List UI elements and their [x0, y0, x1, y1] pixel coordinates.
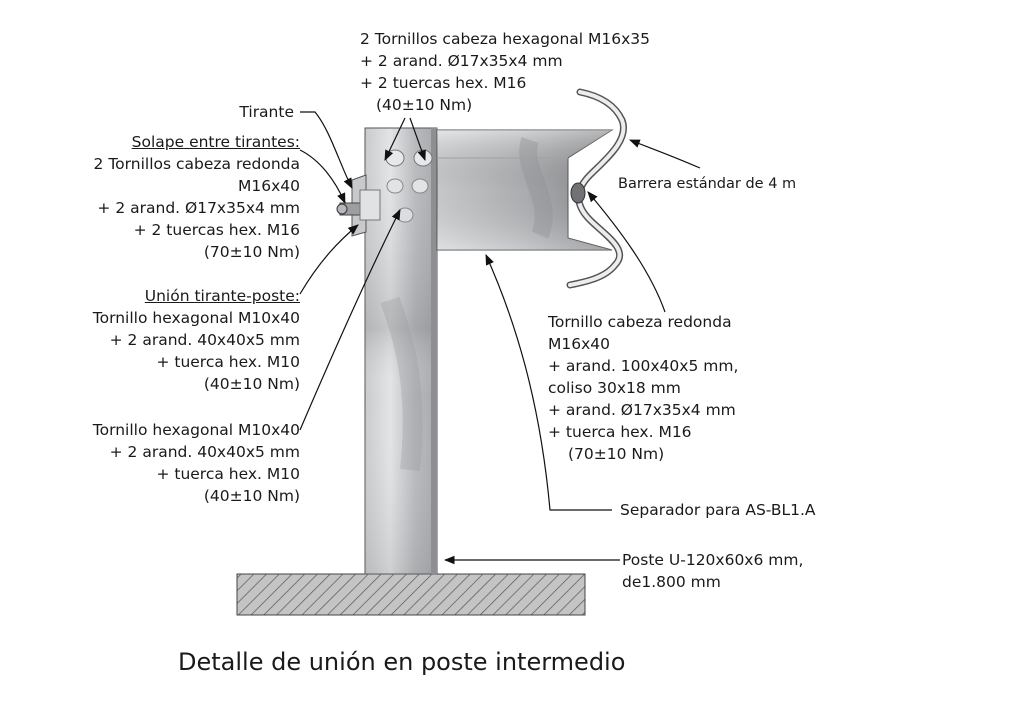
round-bolt-line: + tuerca hex. M16 [548, 423, 692, 441]
separador-label [620, 499, 815, 521]
round-bolt-label [548, 311, 738, 465]
leader-tirante [300, 112, 352, 188]
round-bolt-head [571, 183, 585, 203]
union-line: + 2 arand. 40x40x5 mm [109, 331, 300, 349]
ground-hatch [237, 574, 585, 615]
leader-union [300, 225, 358, 294]
poste-line: de1.800 mm [622, 573, 721, 591]
round-bolt-line: coliso 30x18 mm [548, 379, 681, 397]
solape-line: (70±10 Nm) [203, 243, 300, 261]
union-line: Tornillo hexagonal M10x40 [92, 309, 300, 327]
round-bolt-line: + arand. Ø17x35x4 mm [548, 401, 736, 419]
top-bolts-line: (40±10 Nm) [376, 96, 473, 114]
lower-bolt-line: + 2 arand. 40x40x5 mm [109, 443, 300, 461]
caption: Detalle de unión en poste intermedio [178, 648, 626, 676]
poste-line: Poste U-120x60x6 mm, [622, 551, 804, 569]
union-heading: Unión tirante-poste: [144, 287, 300, 305]
tirante-label [239, 101, 294, 123]
solape-label [94, 131, 300, 263]
round-bolt-line: M16x40 [548, 335, 610, 353]
union-line: (40±10 Nm) [203, 375, 300, 393]
leader-round-bolt [588, 192, 665, 312]
top-bolts-line: + 2 arand. Ø17x35x4 mm [360, 52, 563, 70]
top-bolts-line: 2 Tornillos cabeza hexagonal M16x35 [360, 30, 651, 48]
top-bolts-line: + 2 tuercas hex. M16 [360, 74, 527, 92]
round-bolt-line: Tornillo cabeza redonda [548, 313, 732, 331]
top-bolts-label [360, 28, 650, 116]
lower-bolt-label [93, 419, 300, 507]
solape-line: + 2 tuercas hex. M16 [133, 221, 300, 239]
solape-line: 2 Tornillos cabeza redonda [93, 155, 300, 173]
barrera-label [618, 172, 796, 195]
separador-text: Separador para AS-BL1.A [620, 501, 816, 519]
round-bolt-line: (70±10 Nm) [568, 445, 665, 463]
tirante-text: Tirante [239, 103, 294, 121]
union-line: + tuerca hex. M10 [156, 353, 300, 371]
lower-bolt-line: (40±10 Nm) [203, 487, 300, 505]
union-label [93, 285, 300, 395]
solape-heading: Solape entre tirantes: [131, 133, 300, 151]
poste-label [622, 549, 803, 593]
lower-bolt-line: + tuerca hex. M10 [156, 465, 300, 483]
barrera-text: Barrera estándar de 4 m [618, 176, 797, 192]
solape-line: M16x40 [238, 177, 300, 195]
solape-line: + 2 arand. Ø17x35x4 mm [97, 199, 300, 217]
leader-barrera [630, 140, 700, 168]
round-bolt-line: + arand. 100x40x5 mm, [548, 357, 739, 375]
lower-bolt-line: Tornillo hexagonal M10x40 [92, 421, 300, 439]
separator-shape [437, 130, 612, 250]
